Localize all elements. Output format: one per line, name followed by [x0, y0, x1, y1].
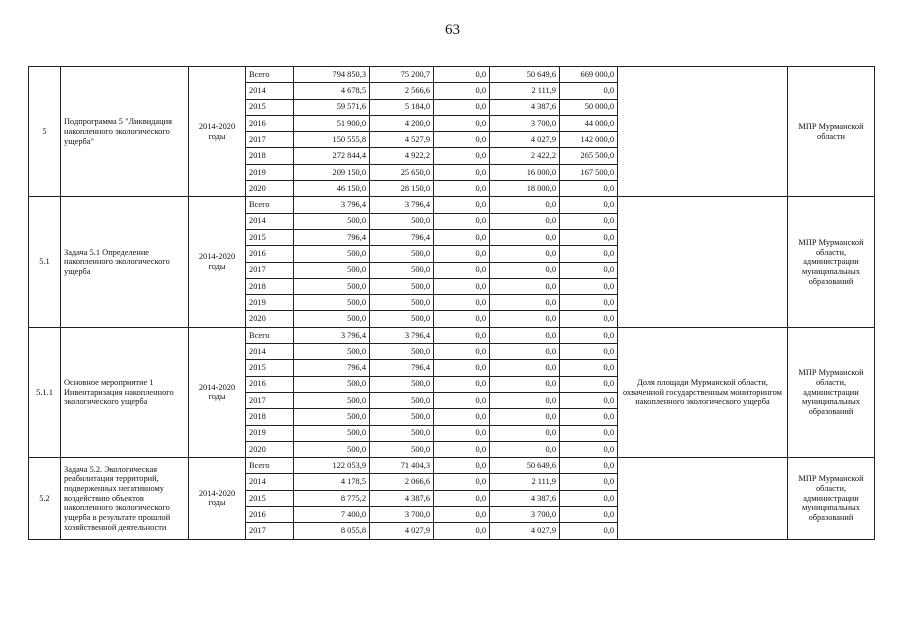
- regional-budget-cell: 2 566,6: [370, 83, 434, 99]
- total-cell: 59 571,6: [294, 99, 370, 115]
- year-cell: 2020: [246, 441, 294, 457]
- year-cell: 2016: [246, 507, 294, 523]
- total-cell: 500,0: [294, 311, 370, 327]
- federal-budget-cell: 0,0: [434, 376, 490, 392]
- regional-budget-cell: 500,0: [370, 213, 434, 229]
- municipal-budget-cell: 0,0: [490, 392, 560, 408]
- federal-budget-cell: 0,0: [434, 132, 490, 148]
- total-cell: 796,4: [294, 360, 370, 376]
- extrabudget-cell: 0,0: [560, 181, 618, 197]
- regional-budget-cell: 500,0: [370, 246, 434, 262]
- regional-budget-cell: 500,0: [370, 376, 434, 392]
- municipal-budget-cell: 0,0: [490, 344, 560, 360]
- municipal-budget-cell: 0,0: [490, 311, 560, 327]
- regional-budget-cell: 500,0: [370, 441, 434, 457]
- year-cell: 2018: [246, 148, 294, 164]
- extrabudget-cell: 0,0: [560, 229, 618, 245]
- municipal-budget-cell: 16 000,0: [490, 164, 560, 180]
- regional-budget-cell: 3 796,4: [370, 197, 434, 213]
- municipal-budget-cell: 0,0: [490, 278, 560, 294]
- municipal-budget-cell: 2 111,9: [490, 83, 560, 99]
- municipal-budget-cell: 4 027,9: [490, 523, 560, 539]
- budget-table: [28, 66, 875, 540]
- regional-budget-cell: 796,4: [370, 229, 434, 245]
- federal-budget-cell: 0,0: [434, 83, 490, 99]
- regional-budget-cell: 500,0: [370, 295, 434, 311]
- year-cell: 2019: [246, 425, 294, 441]
- total-cell: 796,4: [294, 229, 370, 245]
- extrabudget-cell: 0,0: [560, 344, 618, 360]
- item-number: 5.1.1: [29, 327, 61, 457]
- federal-budget-cell: 0,0: [434, 311, 490, 327]
- year-cell: 2014: [246, 83, 294, 99]
- extrabudget-cell: 669 000,0: [560, 67, 618, 83]
- federal-budget-cell: 0,0: [434, 148, 490, 164]
- extrabudget-cell: 0,0: [560, 213, 618, 229]
- page-number: 63: [445, 22, 460, 38]
- federal-budget-cell: 0,0: [434, 229, 490, 245]
- item-name: Задача 5.2. Экологическая реабилитация территорий, подверженных негативному воздействию объектов накопленного экологического ущерба в результате прошлой хозяйственной деятельности: [61, 458, 189, 539]
- federal-budget-cell: 0,0: [434, 99, 490, 115]
- year-cell: 2017: [246, 392, 294, 408]
- extrabudget-cell: 0,0: [560, 376, 618, 392]
- federal-budget-cell: 0,0: [434, 115, 490, 131]
- municipal-budget-cell: 2 422,2: [490, 148, 560, 164]
- table-row: [29, 67, 875, 83]
- regional-budget-cell: 28 150,0: [370, 181, 434, 197]
- extrabudget-cell: 0,0: [560, 392, 618, 408]
- year-cell: 2015: [246, 229, 294, 245]
- regional-budget-cell: 500,0: [370, 262, 434, 278]
- year-cell: 2015: [246, 490, 294, 506]
- regional-budget-cell: 25 650,0: [370, 164, 434, 180]
- total-cell: 500,0: [294, 344, 370, 360]
- extrabudget-cell: 142 000,0: [560, 132, 618, 148]
- year-cell: 2016: [246, 376, 294, 392]
- municipal-budget-cell: 0,0: [490, 425, 560, 441]
- item-name: Подпрограмма 5 "Ликвидация накопленного экологического ущерба": [61, 67, 189, 197]
- total-cell: 500,0: [294, 409, 370, 425]
- extrabudget-cell: 0,0: [560, 409, 618, 425]
- year-cell: Всего: [246, 67, 294, 83]
- year-cell: Всего: [246, 327, 294, 343]
- federal-budget-cell: 0,0: [434, 425, 490, 441]
- federal-budget-cell: 0,0: [434, 246, 490, 262]
- year-cell: 2016: [246, 246, 294, 262]
- municipal-budget-cell: 0,0: [490, 409, 560, 425]
- extrabudget-cell: 0,0: [560, 83, 618, 99]
- year-cell: Всего: [246, 458, 294, 474]
- extrabudget-cell: 0,0: [560, 311, 618, 327]
- item-number: 5.2: [29, 458, 61, 539]
- regional-budget-cell: 500,0: [370, 392, 434, 408]
- extrabudget-cell: 0,0: [560, 523, 618, 539]
- total-cell: 500,0: [294, 213, 370, 229]
- regional-budget-cell: 500,0: [370, 344, 434, 360]
- table-row: [29, 458, 875, 474]
- municipal-budget-cell: 4 387,6: [490, 99, 560, 115]
- item-number: 5.1: [29, 197, 61, 327]
- municipal-budget-cell: 0,0: [490, 295, 560, 311]
- extrabudget-cell: 0,0: [560, 327, 618, 343]
- federal-budget-cell: 0,0: [434, 67, 490, 83]
- executor-cell: МПР Мурманской области, администрации муниципальных образований: [788, 197, 875, 327]
- federal-budget-cell: 0,0: [434, 278, 490, 294]
- total-cell: 3 796,4: [294, 327, 370, 343]
- item-period: 2014-2020 годы: [189, 327, 246, 457]
- regional-budget-cell: 500,0: [370, 311, 434, 327]
- extrabudget-cell: 0,0: [560, 360, 618, 376]
- municipal-budget-cell: 0,0: [490, 360, 560, 376]
- extrabudget-cell: 0,0: [560, 474, 618, 490]
- total-cell: 8 775,2: [294, 490, 370, 506]
- total-cell: 3 796,4: [294, 197, 370, 213]
- year-cell: 2015: [246, 99, 294, 115]
- municipal-budget-cell: 0,0: [490, 327, 560, 343]
- total-cell: 150 555,8: [294, 132, 370, 148]
- total-cell: 4 678,5: [294, 83, 370, 99]
- total-cell: 500,0: [294, 376, 370, 392]
- regional-budget-cell: 2 066,6: [370, 474, 434, 490]
- year-cell: 2020: [246, 181, 294, 197]
- indicator-cell: [618, 458, 788, 539]
- municipal-budget-cell: 0,0: [490, 197, 560, 213]
- executor-cell: МПР Мурманской области, администрации муниципальных образований: [788, 458, 875, 539]
- total-cell: 500,0: [294, 278, 370, 294]
- regional-budget-cell: 500,0: [370, 409, 434, 425]
- executor-cell: МПР Мурманской области: [788, 67, 875, 197]
- extrabudget-cell: 0,0: [560, 490, 618, 506]
- federal-budget-cell: 0,0: [434, 409, 490, 425]
- regional-budget-cell: 4 527,9: [370, 132, 434, 148]
- federal-budget-cell: 0,0: [434, 213, 490, 229]
- total-cell: 500,0: [294, 246, 370, 262]
- year-cell: 2017: [246, 262, 294, 278]
- indicator-cell: [618, 197, 788, 327]
- table-body: [29, 67, 875, 540]
- year-cell: 2019: [246, 164, 294, 180]
- federal-budget-cell: 0,0: [434, 295, 490, 311]
- regional-budget-cell: 3 796,4: [370, 327, 434, 343]
- regional-budget-cell: 3 700,0: [370, 507, 434, 523]
- year-cell: 2014: [246, 344, 294, 360]
- regional-budget-cell: 796,4: [370, 360, 434, 376]
- total-cell: 46 150,0: [294, 181, 370, 197]
- item-name: Задача 5.1 Определение накопленного экологического ущерба: [61, 197, 189, 327]
- total-cell: 500,0: [294, 425, 370, 441]
- extrabudget-cell: 0,0: [560, 441, 618, 457]
- item-period: 2014-2020 годы: [189, 197, 246, 327]
- total-cell: 500,0: [294, 392, 370, 408]
- regional-budget-cell: 71 404,3: [370, 458, 434, 474]
- municipal-budget-cell: 50 649,6: [490, 67, 560, 83]
- municipal-budget-cell: 2 111,9: [490, 474, 560, 490]
- total-cell: 51 900,0: [294, 115, 370, 131]
- regional-budget-cell: 5 184,0: [370, 99, 434, 115]
- federal-budget-cell: 0,0: [434, 262, 490, 278]
- item-period: 2014-2020 годы: [189, 458, 246, 539]
- year-cell: 2017: [246, 132, 294, 148]
- federal-budget-cell: 0,0: [434, 197, 490, 213]
- municipal-budget-cell: 0,0: [490, 262, 560, 278]
- municipal-budget-cell: 0,0: [490, 441, 560, 457]
- extrabudget-cell: 0,0: [560, 197, 618, 213]
- municipal-budget-cell: 0,0: [490, 246, 560, 262]
- indicator-cell: [618, 67, 788, 197]
- federal-budget-cell: 0,0: [434, 327, 490, 343]
- regional-budget-cell: 75 200,7: [370, 67, 434, 83]
- table-row: [29, 197, 875, 213]
- federal-budget-cell: 0,0: [434, 344, 490, 360]
- year-cell: Всего: [246, 197, 294, 213]
- total-cell: 272 844,4: [294, 148, 370, 164]
- extrabudget-cell: 0,0: [560, 295, 618, 311]
- extrabudget-cell: 0,0: [560, 262, 618, 278]
- year-cell: 2019: [246, 295, 294, 311]
- federal-budget-cell: 0,0: [434, 523, 490, 539]
- regional-budget-cell: 500,0: [370, 425, 434, 441]
- regional-budget-cell: 4 200,0: [370, 115, 434, 131]
- federal-budget-cell: 0,0: [434, 490, 490, 506]
- municipal-budget-cell: 3 700,0: [490, 115, 560, 131]
- year-cell: 2014: [246, 213, 294, 229]
- regional-budget-cell: 4 387,6: [370, 490, 434, 506]
- extrabudget-cell: 0,0: [560, 458, 618, 474]
- total-cell: 8 055,8: [294, 523, 370, 539]
- year-cell: 2018: [246, 409, 294, 425]
- extrabudget-cell: 44 000,0: [560, 115, 618, 131]
- municipal-budget-cell: 18 000,0: [490, 181, 560, 197]
- federal-budget-cell: 0,0: [434, 441, 490, 457]
- total-cell: 122 053,9: [294, 458, 370, 474]
- total-cell: 794 850,3: [294, 67, 370, 83]
- year-cell: 2015: [246, 360, 294, 376]
- total-cell: 500,0: [294, 295, 370, 311]
- extrabudget-cell: 0,0: [560, 246, 618, 262]
- total-cell: 7 400,0: [294, 507, 370, 523]
- extrabudget-cell: 0,0: [560, 278, 618, 294]
- municipal-budget-cell: 4 387,6: [490, 490, 560, 506]
- year-cell: 2020: [246, 311, 294, 327]
- executor-cell: МПР Мурманской области, администрации муниципальных образований: [788, 327, 875, 457]
- federal-budget-cell: 0,0: [434, 507, 490, 523]
- total-cell: 4 178,5: [294, 474, 370, 490]
- federal-budget-cell: 0,0: [434, 458, 490, 474]
- total-cell: 209 150,0: [294, 164, 370, 180]
- regional-budget-cell: 4 922,2: [370, 148, 434, 164]
- year-cell: 2017: [246, 523, 294, 539]
- extrabudget-cell: 50 000,0: [560, 99, 618, 115]
- extrabudget-cell: 265 500,0: [560, 148, 618, 164]
- regional-budget-cell: 500,0: [370, 278, 434, 294]
- municipal-budget-cell: 50 649,6: [490, 458, 560, 474]
- municipal-budget-cell: 3 700,0: [490, 507, 560, 523]
- federal-budget-cell: 0,0: [434, 181, 490, 197]
- extrabudget-cell: 167 500,0: [560, 164, 618, 180]
- municipal-budget-cell: 0,0: [490, 229, 560, 245]
- municipal-budget-cell: 0,0: [490, 213, 560, 229]
- total-cell: 500,0: [294, 262, 370, 278]
- item-number: 5: [29, 67, 61, 197]
- year-cell: 2016: [246, 115, 294, 131]
- municipal-budget-cell: 0,0: [490, 376, 560, 392]
- federal-budget-cell: 0,0: [434, 392, 490, 408]
- federal-budget-cell: 0,0: [434, 474, 490, 490]
- indicator-cell: Доля площади Мурманской области, охваченной государственным мониторингом накопленного экологического ущерба: [618, 327, 788, 457]
- extrabudget-cell: 0,0: [560, 507, 618, 523]
- federal-budget-cell: 0,0: [434, 360, 490, 376]
- extrabudget-cell: 0,0: [560, 425, 618, 441]
- table-row: [29, 327, 875, 343]
- year-cell: 2014: [246, 474, 294, 490]
- federal-budget-cell: 0,0: [434, 164, 490, 180]
- year-cell: 2018: [246, 278, 294, 294]
- municipal-budget-cell: 4 027,9: [490, 132, 560, 148]
- item-period: 2014-2020 годы: [189, 67, 246, 197]
- regional-budget-cell: 4 027,9: [370, 523, 434, 539]
- total-cell: 500,0: [294, 441, 370, 457]
- item-name: Основное мероприятие 1 Инвентаризация накопленного экологического ущерба: [61, 327, 189, 457]
